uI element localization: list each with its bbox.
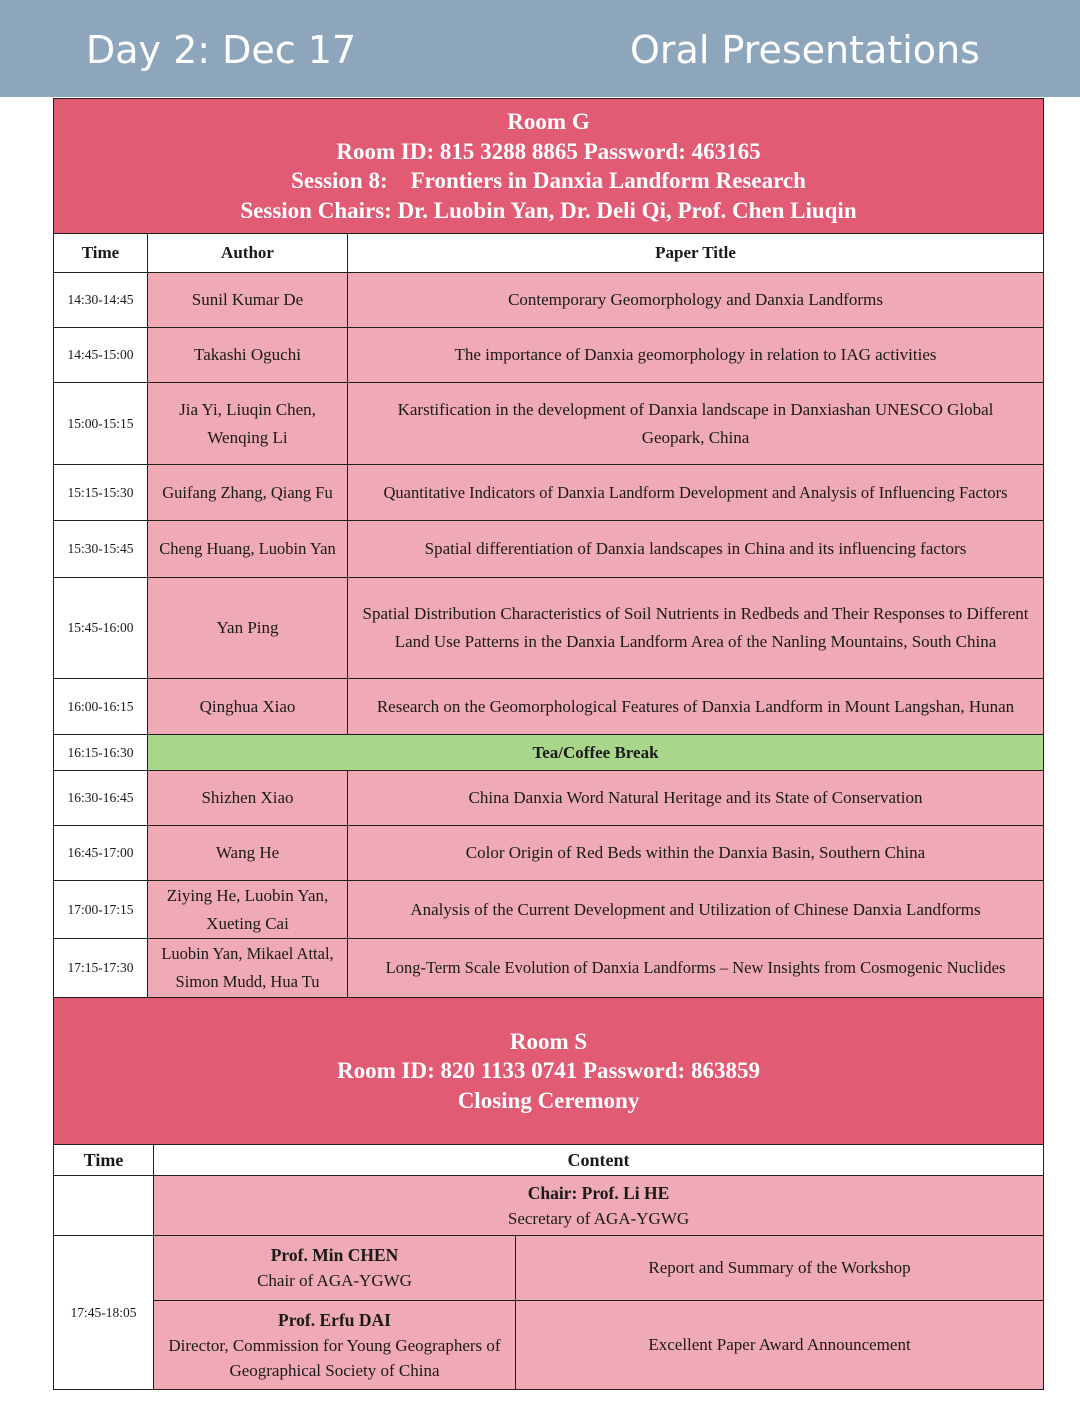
room-s-event: Closing Ceremony [457,1087,640,1113]
table-row [54,328,1044,383]
table-row [54,383,1044,465]
table-row [54,578,1044,679]
row-paper-title: Spatial Distribution Characteristics of Soil Nutrients in Redbeds and Their Responses to Different Land Use Patterns in the Danxia Landform Area of the Nanling Mountains, South China [348,578,1044,679]
row-paper-title: Analysis of the Current Development and Utilization of Chinese Danxia Landforms [348,881,1044,939]
row-author: Yan Ping [148,578,348,679]
table-row [54,771,1044,826]
table-row [54,1301,1044,1390]
column-header-paper-title: Paper Title [348,234,1044,273]
break-time: 16:15-16:30 [54,735,148,771]
room-g-chairs: Session Chairs: Dr. Luobin Yan, Dr. Deli Qi, Prof. Chen Liuqin [240,197,857,223]
room-s-header [54,998,1044,1145]
room-s-id: Room ID: 820 1133 0741 Password: 863859 [337,1058,760,1084]
row-time: 15:00-15:15 [54,383,148,465]
row-time: 15:30-15:45 [54,521,148,578]
room-g-name: Room G [507,109,590,134]
row-author: Takashi Oguchi [148,328,348,383]
row-author: Guifang Zhang, Qiang Fu [148,465,348,521]
chair-name: Chair: Prof. Li HE [527,1182,670,1203]
chair-row [54,1176,1044,1236]
row-time: 14:45-15:00 [54,328,148,383]
row-paper-title: Karstification in the development of Danxia landscape in Danxiashan UNESCO Global Geopark, China [348,383,1044,465]
row-author: Sunil Kumar De [148,273,348,328]
row-paper-title: Quantitative Indicators of Danxia Landform Development and Analysis of Influencing Factors [348,465,1044,521]
room-g-id: Room ID: 815 3288 8865 Password: 463165 [336,138,761,164]
row-paper-title: Long-Term Scale Evolution of Danxia Landforms – New Insights from Cosmogenic Nuclides [348,939,1044,998]
row-time: 15:45-16:00 [54,578,148,679]
table-row [54,881,1044,939]
chair-time-empty [54,1176,154,1236]
page-banner [0,0,1080,97]
row-paper-title: Contemporary Geomorphology and Danxia Landforms [348,273,1044,328]
table-row [54,939,1044,998]
chair-cell [154,1176,1044,1236]
row-time: 17:15-17:30 [54,939,148,998]
column-header-time: Time [54,1145,154,1176]
row-paper-title: Spatial differentiation of Danxia landscapes in China and its influencing factors [348,521,1044,578]
room-g-session: Session 8: Frontiers in Danxia Landform Research [291,168,806,193]
row-paper-title: Color Origin of Red Beds within the Danxia Basin, Southern China [348,826,1044,881]
row-paper-title: The importance of Danxia geomorphology in relation to IAG activities [348,328,1044,383]
closing-time: 17:45-18:05 [54,1236,154,1390]
speaker-cell [154,1301,516,1390]
speaker-content: Excellent Paper Award Announcement [516,1301,1044,1390]
speaker-content: Report and Summary of the Workshop [516,1236,1044,1301]
break-row [54,735,1044,771]
speaker-role: Chair of AGA-YGWG [257,1271,412,1290]
row-author: Qinghua Xiao [148,679,348,735]
table-row [54,273,1044,328]
row-paper-title: China Danxia Word Natural Heritage and its State of Conservation [348,771,1044,826]
banner-title: Oral Presentations [630,28,980,72]
row-author: Jia Yi, Liuqin Chen, Wenqing Li [148,383,348,465]
chair-role: Secretary of AGA-YGWG [507,1208,690,1228]
break-label: Tea/Coffee Break [148,735,1044,771]
row-author: Wang He [148,826,348,881]
table-row [54,465,1044,521]
room-s-name: Room S [509,1028,588,1054]
column-header-content: Content [154,1145,1044,1176]
row-time: 16:45-17:00 [54,826,148,881]
row-author: Cheng Huang, Luobin Yan [148,521,348,578]
table-row [54,521,1044,578]
row-author: Shizhen Xiao [148,771,348,826]
row-author: Ziying He, Luobin Yan, Xueting Cai [148,881,348,939]
table-row [54,679,1044,735]
speaker-role: Director, Commission for Young Geographers of Geographical Society of China [168,1335,501,1380]
column-header-author: Author [148,234,348,273]
room-s-schedule-table [53,997,1044,1390]
row-time: 17:00-17:15 [54,881,148,939]
room-g-header [54,99,1044,234]
table-row [54,1236,1044,1301]
row-time: 16:30-16:45 [54,771,148,826]
speaker-name: Prof. Erfu DAI [278,1309,391,1330]
banner-day: Day 2: Dec 17 [86,28,357,72]
room-g-schedule-table [53,98,1044,998]
row-time: 16:00-16:15 [54,679,148,735]
row-time: 15:15-15:30 [54,465,148,521]
column-header-time: Time [54,234,148,273]
row-time: 14:30-14:45 [54,273,148,328]
speaker-name: Prof. Min CHEN [270,1245,399,1265]
row-author: Luobin Yan, Mikael Attal, Simon Mudd, Hua Tu [148,939,348,998]
speaker-cell [154,1236,516,1301]
row-paper-title: Research on the Geomorphological Features of Danxia Landform in Mount Langshan, Hunan [348,679,1044,735]
table-row [54,826,1044,881]
